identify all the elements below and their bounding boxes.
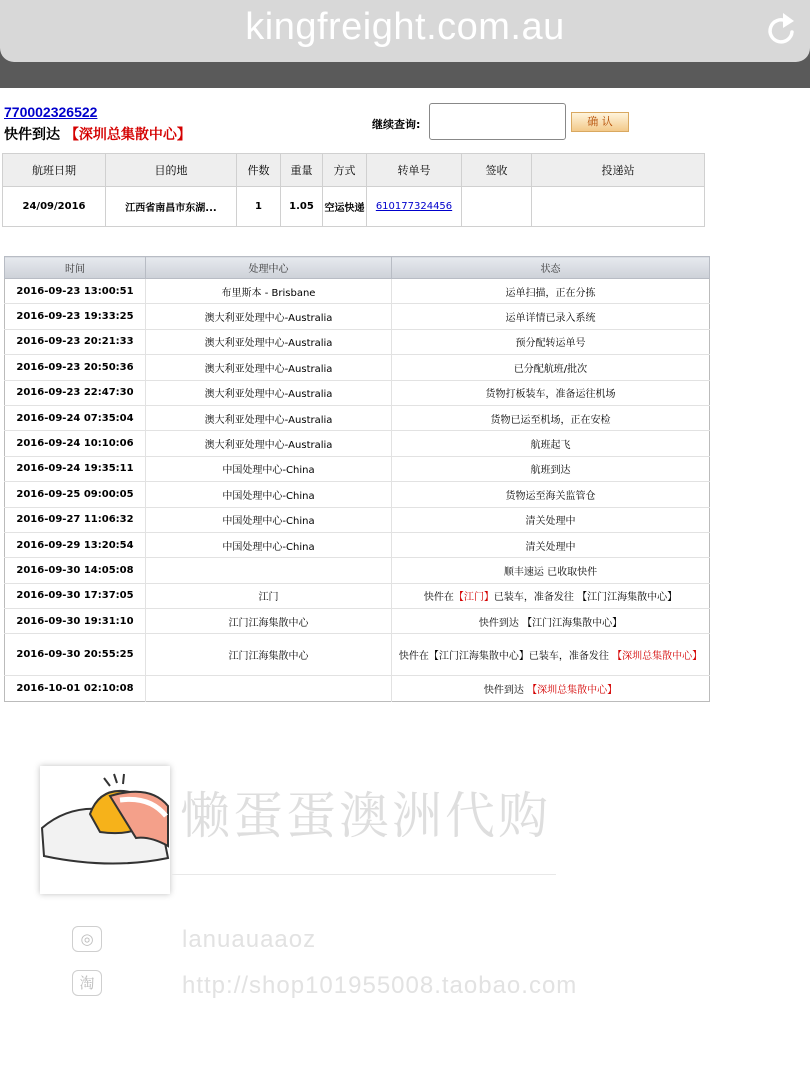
continue-query-input[interactable] <box>429 103 566 140</box>
col-header: 航班日期 <box>3 154 106 187</box>
event-status <box>392 676 710 701</box>
event-center: 中国处理中心-China <box>146 507 392 532</box>
reload-icon[interactable] <box>764 10 800 50</box>
summary-header-row <box>3 154 705 187</box>
pieces: 1 <box>237 187 281 227</box>
event-time: 2016-09-23 22:47:30 <box>5 380 146 405</box>
event-status <box>392 634 710 676</box>
event-status: 货物运至海关监管仓 <box>392 482 710 507</box>
event-center <box>146 558 392 583</box>
col-header-center: 处理中心 <box>146 257 392 279</box>
summary-row <box>3 187 705 227</box>
event-status: 清关处理中 <box>392 532 710 557</box>
watermark-title: 懒蛋蛋澳洲代购 <box>180 787 551 845</box>
event-status: 航班到达 <box>392 456 710 481</box>
transfer-number-link[interactable]: 610177324456 <box>367 187 462 227</box>
url-text[interactable]: kingfreight.com.au <box>245 6 565 48</box>
event-status: 快件到达 【江门江海集散中心】 <box>392 609 710 634</box>
event-center: 江门江海集散中心 <box>146 634 392 676</box>
event-center: 澳大利亚处理中心-Australia <box>146 380 392 405</box>
table-row <box>5 482 710 507</box>
event-center: 中国处理中心-China <box>146 482 392 507</box>
event-status: 预分配转运单号 <box>392 329 710 354</box>
watermark-taobao-url: http://shop101955008.taobao.com <box>182 972 578 999</box>
event-center: 江门江海集散中心 <box>146 609 392 634</box>
event-status: 货物已运至机场，正在安检 <box>392 405 710 430</box>
event-center: 江门 <box>146 583 392 608</box>
table-row <box>5 676 710 701</box>
taobao-icon: 淘 <box>72 970 102 996</box>
table-row <box>5 456 710 481</box>
event-center <box>146 676 392 701</box>
event-status: 货物打板装车，准备运往机场 <box>392 380 710 405</box>
event-status <box>392 583 710 608</box>
event-time: 2016-09-24 10:10:06 <box>5 431 146 456</box>
col-header: 件数 <box>237 154 281 187</box>
status-text: 快件到达 <box>483 685 524 697</box>
status-highlight: 【江门】 <box>453 592 494 604</box>
table-row <box>5 405 710 430</box>
col-header-time: 时间 <box>5 257 146 279</box>
table-row <box>5 634 710 676</box>
watermark-mascot <box>40 766 170 894</box>
col-header: 转单号 <box>367 154 462 187</box>
event-center: 澳大利亚处理中心-Australia <box>146 405 392 430</box>
table-row <box>5 558 710 583</box>
col-header: 签收 <box>462 154 532 187</box>
table-row <box>5 609 710 634</box>
watermark-divider <box>172 874 556 875</box>
table-row <box>5 380 710 405</box>
confirm-button[interactable]: 确 认 <box>571 112 629 132</box>
event-status: 运单详情已录入系统 <box>392 304 710 329</box>
event-time: 2016-09-23 20:21:33 <box>5 329 146 354</box>
status-highlight: 【深圳总集散中心】 <box>527 685 618 697</box>
egg-mascot-icon <box>40 766 170 894</box>
event-center: 澳大利亚处理中心-Australia <box>146 431 392 456</box>
event-time: 2016-09-30 14:05:08 <box>5 558 146 583</box>
table-row <box>5 355 710 380</box>
tracking-table <box>4 256 710 702</box>
event-time: 2016-10-01 02:10:08 <box>5 676 146 701</box>
table-row <box>5 507 710 532</box>
table-row <box>5 532 710 557</box>
event-time: 2016-09-23 20:50:36 <box>5 355 146 380</box>
table-row <box>5 304 710 329</box>
table-row <box>5 279 710 304</box>
destination: 江西省南昌市东湖... <box>106 187 237 227</box>
status-text: 快件在 <box>423 592 454 604</box>
method: 空运快递 <box>323 187 367 227</box>
wechat-icon: ◎ <box>72 926 102 952</box>
event-status: 已分配航班/批次 <box>392 355 710 380</box>
event-center: 澳大利亚处理中心-Australia <box>146 304 392 329</box>
signed <box>462 187 532 227</box>
watermark-wechat-id: lanuauaaoz <box>182 926 317 953</box>
event-center: 布里斯本 - Brisbane <box>146 279 392 304</box>
table-row <box>5 329 710 354</box>
event-time: 2016-09-30 17:37:05 <box>5 583 146 608</box>
continue-query-label: 继续查询: <box>372 118 421 131</box>
col-header: 方式 <box>323 154 367 187</box>
tracking-number-link[interactable]: 770002326522 <box>4 104 98 120</box>
event-status: 运单扫描，正在分拣 <box>392 279 710 304</box>
status-highlight: 【深圳总集散中心】 <box>612 651 703 663</box>
table-row <box>5 431 710 456</box>
event-center: 中国处理中心-China <box>146 456 392 481</box>
event-status: 顺丰速运 已收取快件 <box>392 558 710 583</box>
col-header-status: 状态 <box>392 257 710 279</box>
flight-date: 24/09/2016 <box>3 187 106 227</box>
delivery-station <box>532 187 705 227</box>
browser-chrome <box>0 0 810 88</box>
status-prefix: 快件到达 <box>4 127 60 143</box>
event-time: 2016-09-24 19:35:11 <box>5 456 146 481</box>
event-time: 2016-09-30 19:31:10 <box>5 609 146 634</box>
weight: 1.05 <box>281 187 323 227</box>
event-time: 2016-09-25 09:00:05 <box>5 482 146 507</box>
tracking-header-row <box>5 257 710 279</box>
event-time: 2016-09-24 07:35:04 <box>5 405 146 430</box>
event-time: 2016-09-29 13:20:54 <box>5 532 146 557</box>
event-center: 中国处理中心-China <box>146 532 392 557</box>
table-row <box>5 583 710 608</box>
event-time: 2016-09-23 13:00:51 <box>5 279 146 304</box>
col-header: 目的地 <box>106 154 237 187</box>
summary-table <box>2 153 705 227</box>
status-text: 快件在【江门江海集散中心】已装车，准备发往 <box>398 651 609 663</box>
event-center: 澳大利亚处理中心-Australia <box>146 329 392 354</box>
event-status: 航班起飞 <box>392 431 710 456</box>
event-time: 2016-09-27 11:06:32 <box>5 507 146 532</box>
event-time: 2016-09-30 20:55:25 <box>5 634 146 676</box>
event-time: 2016-09-23 19:33:25 <box>5 304 146 329</box>
status-location: 【深圳总集散中心】 <box>64 127 191 143</box>
event-center: 澳大利亚处理中心-Australia <box>146 355 392 380</box>
status-text: 已装车，准备发往 【江门江海集散中心】 <box>493 592 678 604</box>
address-bar[interactable] <box>0 0 810 62</box>
col-header: 重量 <box>281 154 323 187</box>
event-status: 清关处理中 <box>392 507 710 532</box>
col-header: 投递站 <box>532 154 705 187</box>
page-content <box>0 88 810 1080</box>
latest-status <box>4 124 191 144</box>
